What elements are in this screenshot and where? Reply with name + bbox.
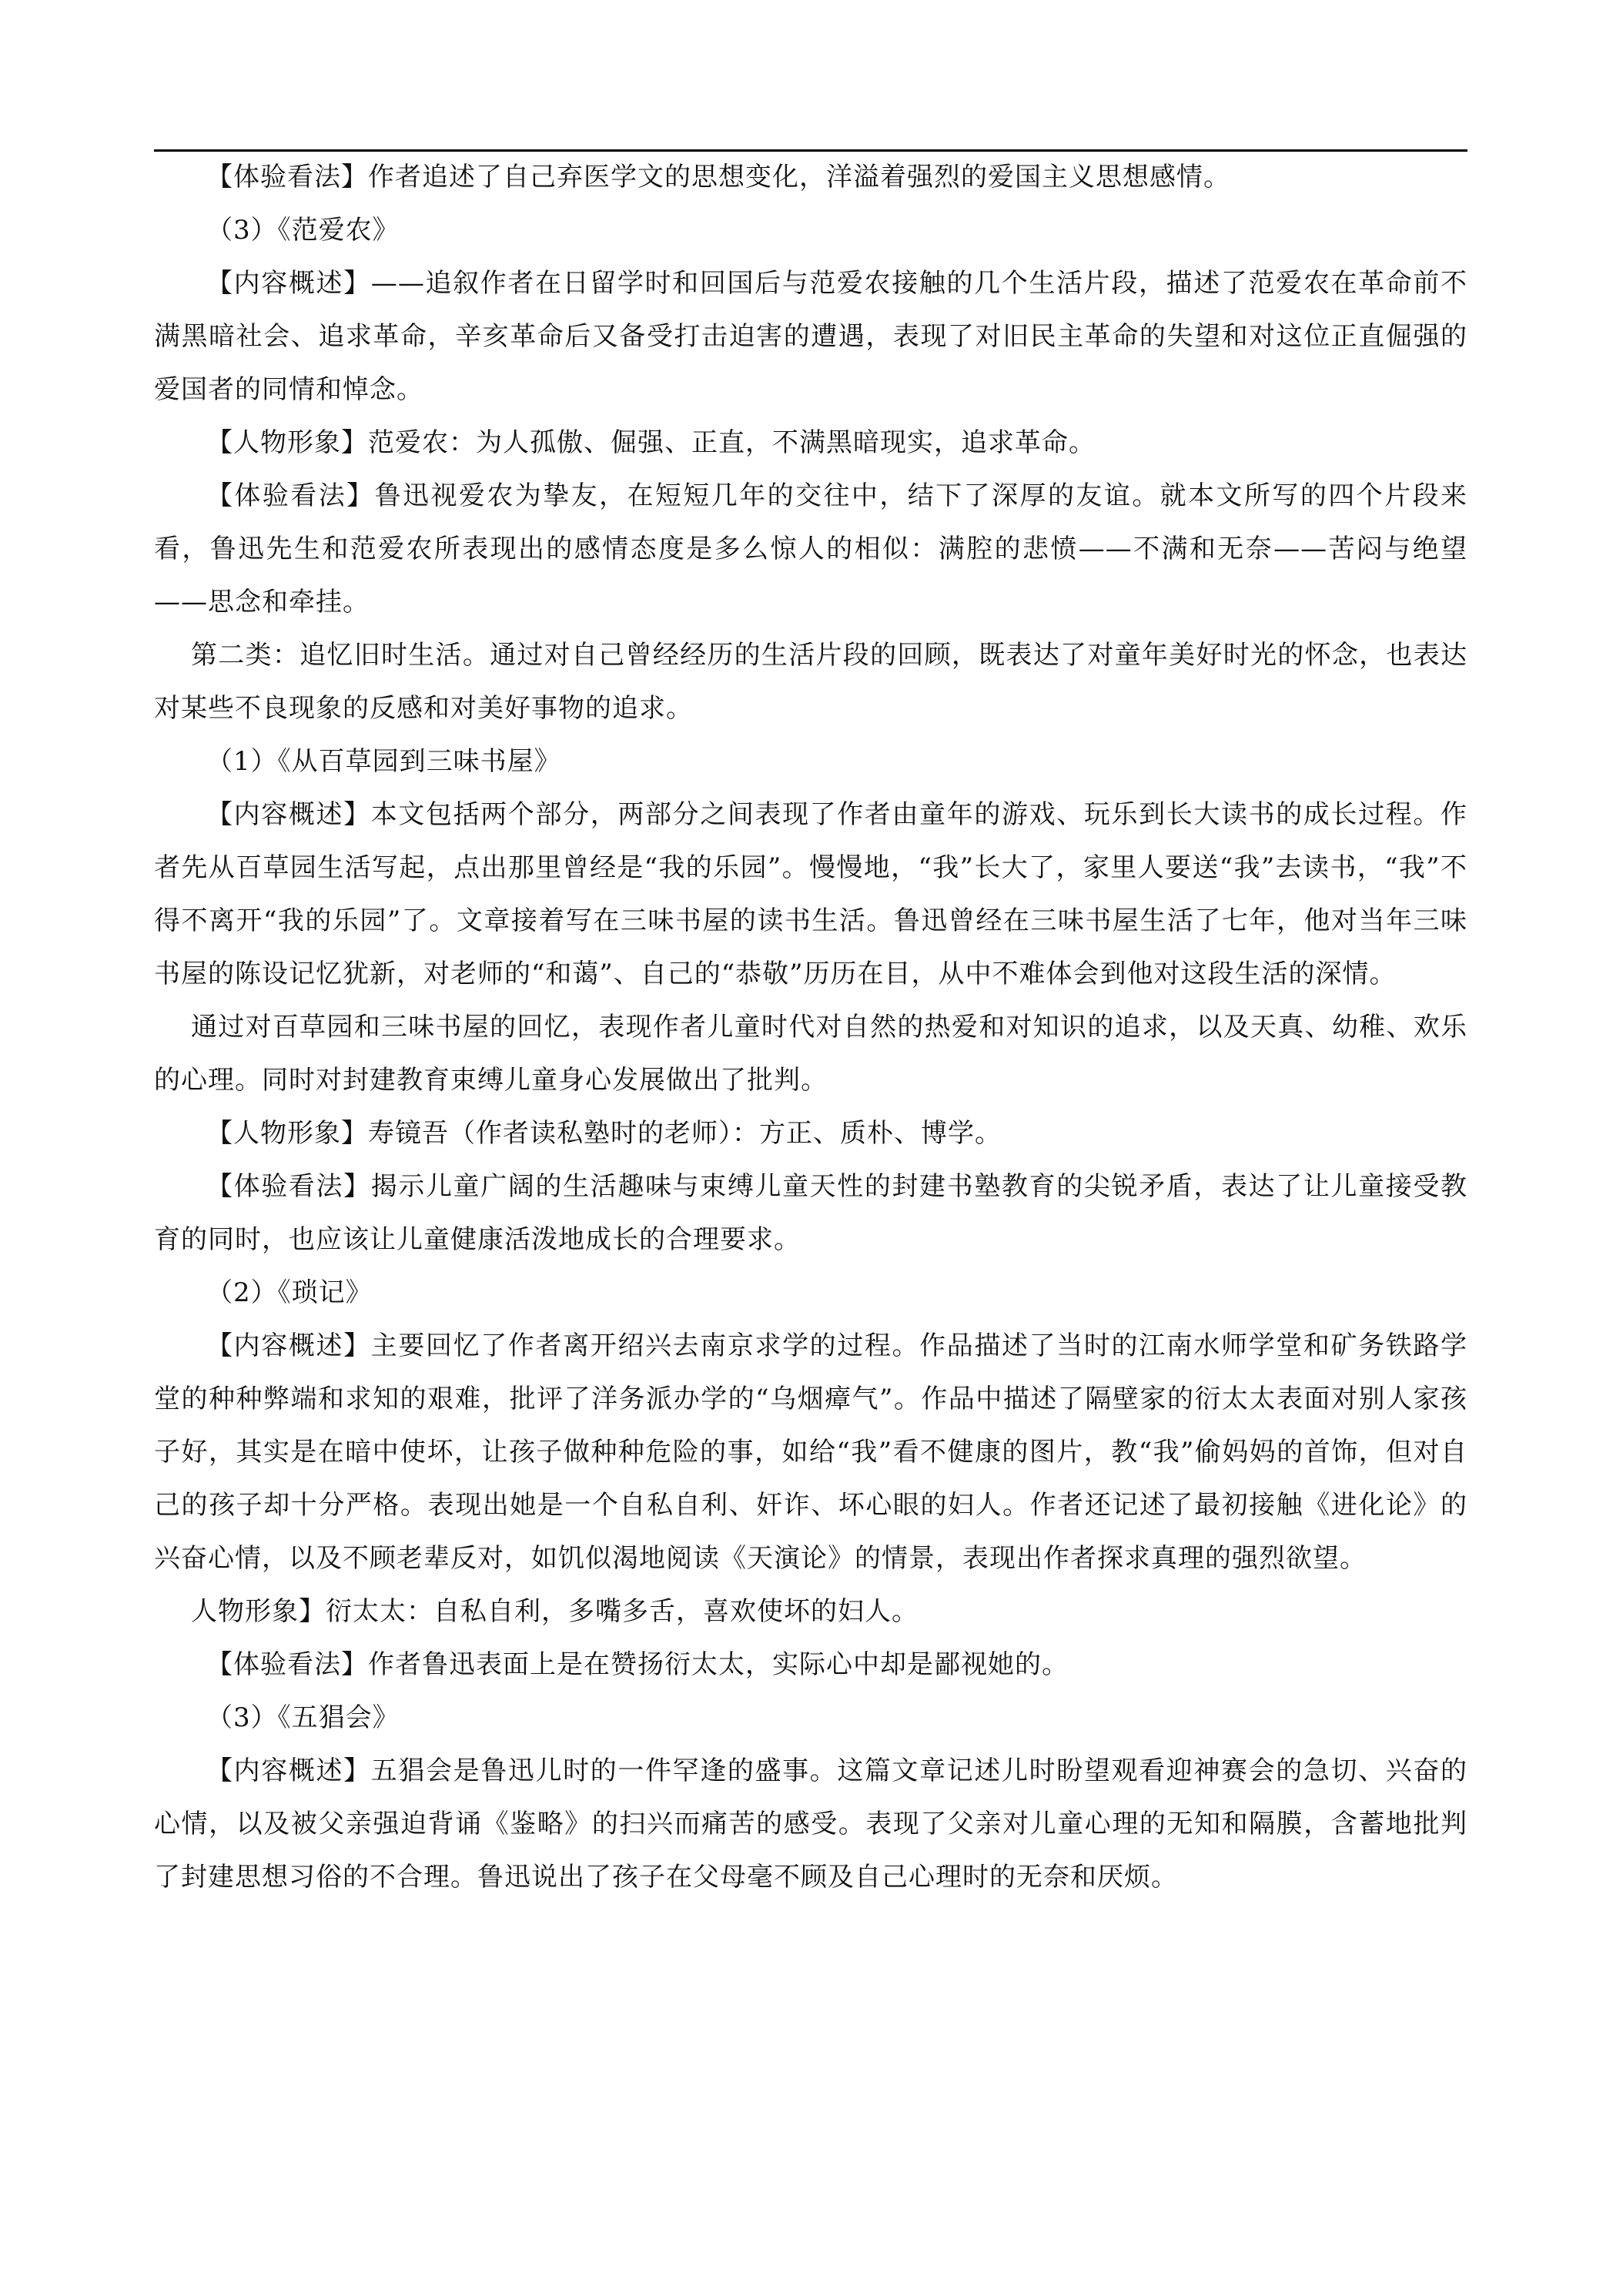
paragraph-experience-view-fan-ainong: 【体验看法】鲁迅视爱农为挚友，在短短几年的交往中，结下了深厚的友谊。就本文所写的四个片段来看，鲁迅先生和范爱农所表现出的感情态度是多么惊人的相似：满腔的悲愤——不满和无奈——苦闷与绝望——思念和牵挂。 [154,480,1467,618]
section-heading-baicaoyuan: （1）《从百草园到三味书屋》 [206,746,561,777]
section-heading-fan-ainong: （3）《范爱农》 [206,215,400,246]
paragraph-category-two: 第二类：追忆旧时生活。通过对自己曾经经历的生活片段的回顾，既表达了对童年美好时光的怀念，也表达对某些不良现象的反感和对美好事物的追求。 [154,640,1467,724]
paragraph-experience-view-baicaoyuan: 【体验看法】揭示儿童广阔的生活趣味与束缚儿童天性的封建书塾教育的尖锐矛盾，表达了让儿童接受教育的同时，也应该让儿童健康活泼地成长的合理要求。 [154,1171,1467,1255]
section-heading-suoji: （2）《琐记》 [206,1277,373,1308]
paragraph-content-summary-fan-ainong: 【内容概述】——追叙作者在日留学时和回国后与范爱农接触的几个生活片段，描述了范爱农在革命前不满黑暗社会、追求革命，辛亥革命后又备受打击迫害的遭遇，表现了对旧民主革命的失望和对这位正直倔强的爱国者的同情和悼念。 [154,268,1467,405]
paragraph-character-yan-taitai: 人物形象】衍太太：自私自利，多嘴多舌，喜欢使坏的妇人。 [191,1596,919,1627]
paragraph-experience-view-1: 【体验看法】作者追述了自己弃医学文的思想变化，洋溢着强烈的爱国主义思想感情。 [206,162,1230,192]
document-body [154,151,1467,1904]
paragraph-character-shou-jingwu: 【人物形象】寿镜吾（作者读私塾时的老师）：方正、质朴、博学。 [206,1118,1002,1149]
paragraph-content-summary-suoji: 【内容概述】主要回忆了作者离开绍兴去南京求学的过程。作品描述了当时的江南水师学堂和矿务铁路学堂的种种弊端和求知的艰难，批评了洋务派办学的“乌烟瘴气”。作品中描述了隔壁家的衍太太表面对别人家孩子好，其实是在暗中使坏，让孩子做种种危险的事，如给“我”看不健康的图片，教“我”偷妈妈的首饰，但对自己的孩子却十分严格。表现出她是一个自私自利、奸诈、坏心眼的妇人。作者还记述了最初接触《进化论》的兴奋心情，以及不顾老辈反对，如饥似渴地阅读《天演论》的情景，表现出作者探求真理的强烈欲望。 [154,1330,1467,1574]
section-heading-wuchanghui: （3）《五猖会》 [206,1702,400,1733]
paragraph-content-summary-baicaoyuan: 【内容概述】本文包括两个部分，两部分之间表现了作者由童年的游戏、玩乐到长大读书的成长过程。作者先从百草园生活写起，点出那里曾经是“我的乐园”。慢慢地，“我”长大了，家里人要送“我”去读书，“我”不得不离开“我的乐园”了。文章接着写在三味书屋的读书生活。鲁迅曾经在三味书屋生活了七年，他对当年三味书屋的陈设记忆犹新，对老师的“和蔼”、自己的“恭敬”历历在目，从中不难体会到他对这段生活的深情。 [154,799,1467,989]
paragraph-experience-view-suoji: 【体验看法】作者鲁迅表面上是在赞扬衍太太，实际心中却是鄙视她的。 [206,1649,1069,1680]
paragraph-baicaoyuan-theme: 通过对百草园和三味书屋的回忆，表现作者儿童时代对自然的热爱和对知识的追求，以及天真、幼稚、欢乐的心理。同时对封建教育束缚儿童身心发展做出了批判。 [154,1012,1467,1096]
paragraph-character-fan-ainong: 【人物形象】范爱农：为人孤傲、倔强、正直，不满黑暗现实，追求革命。 [206,427,1096,458]
paragraph-content-summary-wuchanghui: 【内容概述】五猖会是鲁迅儿时的一件罕逢的盛事。这篇文章记述儿时盼望观看迎神赛会的急切、兴奋的心情，以及被父亲强迫背诵《鉴略》的扫兴而痛苦的感受。表现了父亲对儿童心理的无知和隔膜，含蓄地批判了封建思想习俗的不合理。鲁迅说出了孩子在父母毫不顾及自己心理时的无奈和厌烦。 [154,1755,1467,1893]
